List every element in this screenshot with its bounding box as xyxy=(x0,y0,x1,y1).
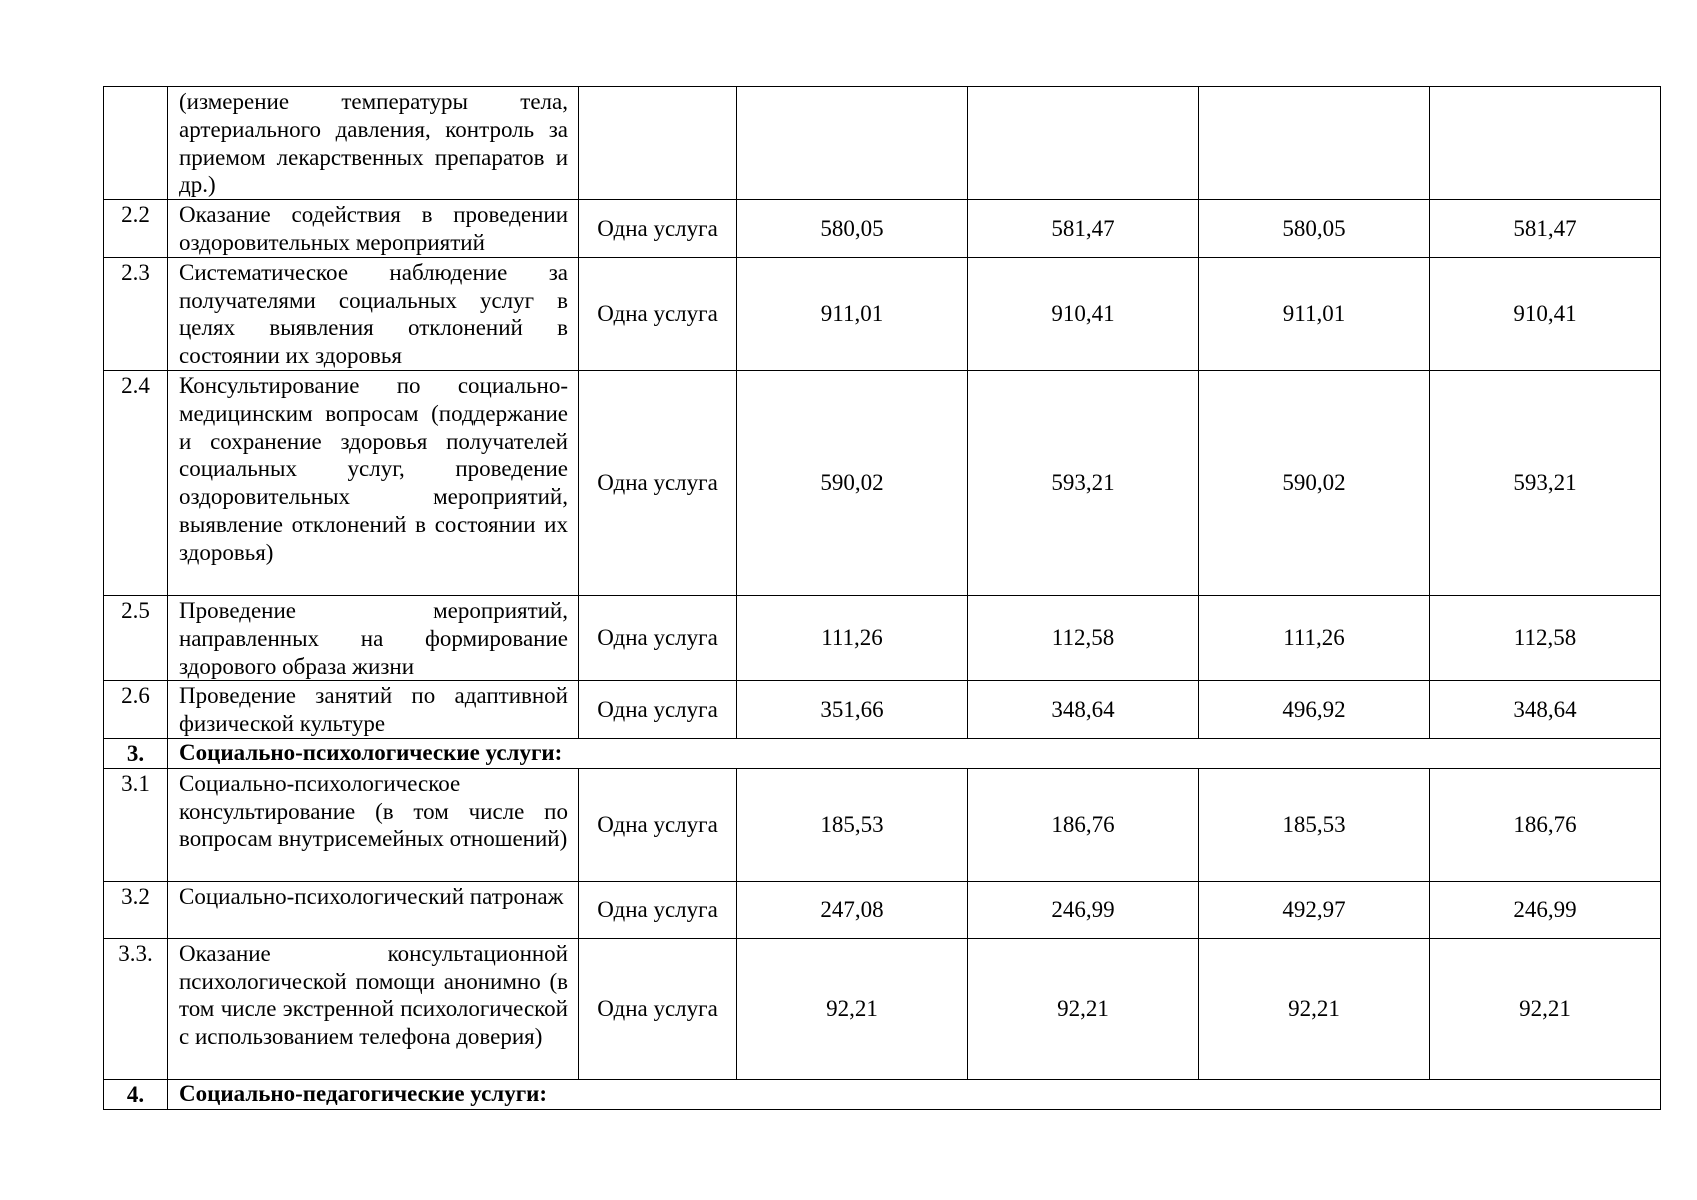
section-title: Социально-психологические услуги: xyxy=(168,738,1661,768)
service-name: (измерение температуры тела, артериального давления, контроль за приемом лекарственных препаратов и др.) xyxy=(168,87,579,200)
row-number: 2.3 xyxy=(104,257,168,370)
value-cell-3: 111,26 xyxy=(1199,595,1430,680)
value-cell-3: 496,92 xyxy=(1199,681,1430,739)
service-name: Консультирование по социально-медицинским вопросам (поддержание и сохранение здоровья получателей социальных услуг, проведение оздоровительных мероприятий, выявление отклонений в состоянии их здоровья) xyxy=(168,370,579,595)
service-name: Социально-психологическое консультирование (в том числе по вопросам внутрисемейных отношений) xyxy=(168,768,579,881)
value-cell-1: 590,02 xyxy=(737,370,968,595)
unit-cell: Одна услуга xyxy=(579,595,737,680)
unit-cell xyxy=(579,87,737,200)
unit-cell: Одна услуга xyxy=(579,200,737,258)
value-cell-2: 246,99 xyxy=(968,881,1199,938)
row-number: 2.4 xyxy=(104,370,168,595)
unit-cell: Одна услуга xyxy=(579,881,737,938)
table-row xyxy=(104,200,1661,258)
services-price-table xyxy=(103,86,1661,1110)
value-cell-4: 92,21 xyxy=(1430,938,1661,1079)
value-cell-4: 186,76 xyxy=(1430,768,1661,881)
value-cell-4: 910,41 xyxy=(1430,257,1661,370)
row-number: 3.2 xyxy=(104,881,168,938)
value-cell-1 xyxy=(737,87,968,200)
table-row xyxy=(104,257,1661,370)
section-row xyxy=(104,1079,1661,1109)
value-cell-1: 111,26 xyxy=(737,595,968,680)
table-row xyxy=(104,370,1661,595)
value-cell-4 xyxy=(1430,87,1661,200)
value-cell-3: 590,02 xyxy=(1199,370,1430,595)
table-row xyxy=(104,87,1661,200)
value-cell-1: 92,21 xyxy=(737,938,968,1079)
value-cell-4: 112,58 xyxy=(1430,595,1661,680)
service-name: Оказание консультационной психологической помощи анонимно (в том числе экстренной психологической с использованием телефона доверия) xyxy=(168,938,579,1079)
value-cell-1: 911,01 xyxy=(737,257,968,370)
value-cell-2: 910,41 xyxy=(968,257,1199,370)
row-number: 2.5 xyxy=(104,595,168,680)
table-row xyxy=(104,595,1661,680)
value-cell-4: 581,47 xyxy=(1430,200,1661,258)
value-cell-2 xyxy=(968,87,1199,200)
unit-cell: Одна услуга xyxy=(579,681,737,739)
service-name: Оказание содействия в проведении оздоровительных мероприятий xyxy=(168,200,579,258)
value-cell-1: 185,53 xyxy=(737,768,968,881)
value-cell-4: 593,21 xyxy=(1430,370,1661,595)
value-cell-2: 348,64 xyxy=(968,681,1199,739)
value-cell-3: 185,53 xyxy=(1199,768,1430,881)
unit-cell: Одна услуга xyxy=(579,938,737,1079)
table-row xyxy=(104,768,1661,881)
section-number: 3. xyxy=(104,738,168,768)
service-name: Проведение мероприятий, направленных на формирование здорового образа жизни xyxy=(168,595,579,680)
value-cell-3: 911,01 xyxy=(1199,257,1430,370)
value-cell-4: 246,99 xyxy=(1430,881,1661,938)
service-name: Социально-психологический патронаж xyxy=(168,881,579,938)
unit-cell: Одна услуга xyxy=(579,370,737,595)
section-row xyxy=(104,738,1661,768)
value-cell-1: 351,66 xyxy=(737,681,968,739)
value-cell-1: 580,05 xyxy=(737,200,968,258)
value-cell-2: 581,47 xyxy=(968,200,1199,258)
value-cell-2: 593,21 xyxy=(968,370,1199,595)
value-cell-4: 348,64 xyxy=(1430,681,1661,739)
unit-cell: Одна услуга xyxy=(579,768,737,881)
value-cell-3: 92,21 xyxy=(1199,938,1430,1079)
table-row xyxy=(104,681,1661,739)
service-name: Систематическое наблюдение за получателями социальных услуг в целях выявления отклонений в состоянии их здоровья xyxy=(168,257,579,370)
value-cell-2: 186,76 xyxy=(968,768,1199,881)
value-cell-2: 112,58 xyxy=(968,595,1199,680)
row-number: 2.6 xyxy=(104,681,168,739)
value-cell-3: 580,05 xyxy=(1199,200,1430,258)
value-cell-1: 247,08 xyxy=(737,881,968,938)
section-title: Социально-педагогические услуги: xyxy=(168,1079,1661,1109)
value-cell-3: 492,97 xyxy=(1199,881,1430,938)
value-cell-3 xyxy=(1199,87,1430,200)
table-row xyxy=(104,938,1661,1079)
unit-cell: Одна услуга xyxy=(579,257,737,370)
row-number xyxy=(104,87,168,200)
value-cell-2: 92,21 xyxy=(968,938,1199,1079)
row-number: 3.3. xyxy=(104,938,168,1079)
row-number: 3.1 xyxy=(104,768,168,881)
row-number: 2.2 xyxy=(104,200,168,258)
table-row xyxy=(104,881,1661,938)
section-number: 4. xyxy=(104,1079,168,1109)
service-name: Проведение занятий по адаптивной физической культуре xyxy=(168,681,579,739)
